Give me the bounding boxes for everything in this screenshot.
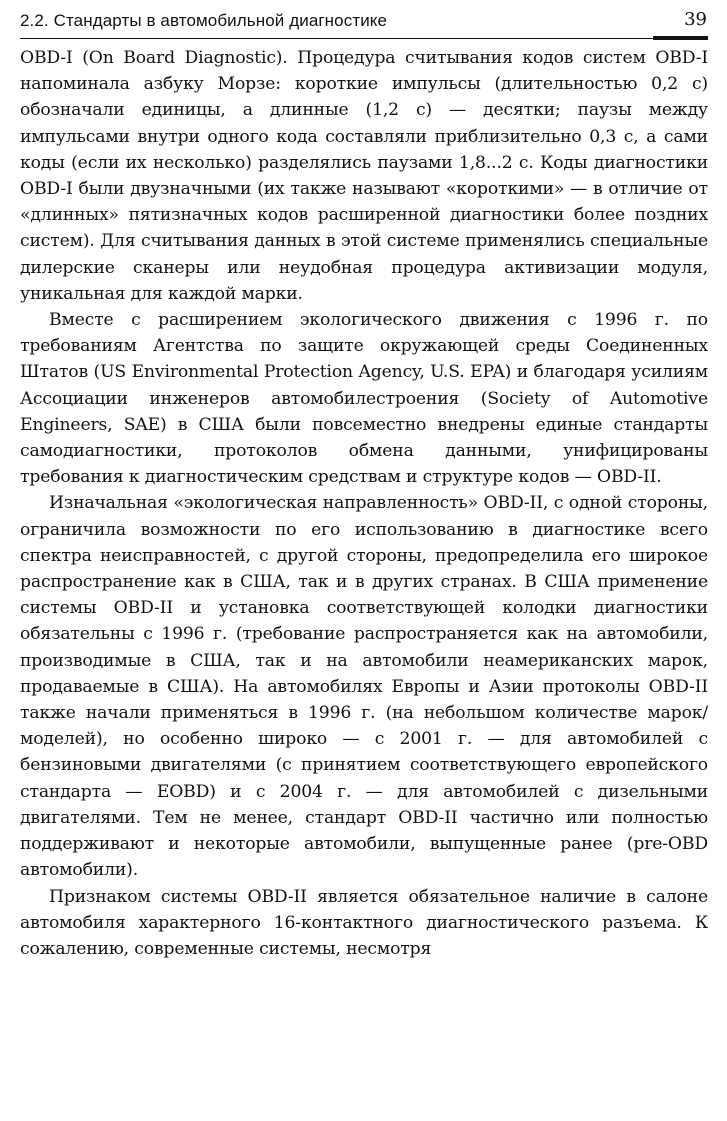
paragraph-obd2-standards: Вместе с расширением экологического движения с 1996 г. по требованиям Агентства по защите окружающей среды Соединенных Штатов (US Environmental Protection Agency, U.S. EPA) и благодаря усилиям Ассоциации инженеров автомобилестроения (Society of Automotive Engineers, SAE) в США были повсеместно внедрены единые стандарты самодиагностики, протоколов обмена данными, унифицированы требования к диагностическим средствам и структуре кодов — OBD-II.: [20, 310, 708, 488]
header-rule-accent: [653, 36, 708, 40]
page-number: 39: [684, 9, 707, 30]
header-rule: [20, 38, 708, 39]
running-header: [20, 0, 708, 38]
paragraph-continuation: OBD-I (On Board Diagnostic). Процедура считывания кодов систем OBD-I напоминала азбуку Морзе: короткие импульсы (длительностью 0,2 с) обозначали единицы, а длинные (1,2 с) — десятки; паузы между импульсами внутри одного кода составляли приблизительно 0,3 с, а сами коды (если их несколько) разделялись паузами 1,8...2 с. Коды диагностики OBD-I были двузначными (их также называют «короткими» — в отличие от «длинных» пятизначных кодов расширенной диагностики более поздних систем). Для считывания данных в этой системе применялись специальные дилерские сканеры или неудобная процедура активизации модуля, уникальная для каждой марки.: [20, 48, 708, 304]
paragraph-obd2-adoption: Изначальная «экологическая направленность» OBD-II, с одной стороны, ограничила возможности по его использованию в диагностике всего спектра неисправностей, с другой стороны, предопределила его широкое распространение как в США, так и в других странах. В США применение системы OBD-II и установка соответствующей колодки диагностики обязательны с 1996 г. (требование распространяется как на автомобили, производимые в США, так и на автомобили неамериканских марок, продаваемые в США). На автомобилях Европы и Азии протоколы OBD-II также начали применяться в 1996 г. (на небольшом количестве марок/моделей), но особенно широко — с 2001 г. — для автомобилей с бензиновыми двигателями (с принятием соответствующего европейского стандарта — EOBD) и с 2004 г. — для автомобилей с дизельными двигателями. Тем не менее, стандарт OBD-II частично или полностью поддерживают и некоторые автомобили, выпущенные ранее (pre-OBD автомобили).: [20, 493, 708, 881]
section-title: 2.2. Стандарты в автомобильной диагностике: [20, 11, 388, 30]
body-text: [20, 45, 708, 962]
paragraph-obd2-connector: Признаком системы OBD-II является обязательное наличие в салоне автомобиля характерного 16-контактного диагностического разъема. К сожалению, современные системы, несмотря: [20, 886, 708, 959]
